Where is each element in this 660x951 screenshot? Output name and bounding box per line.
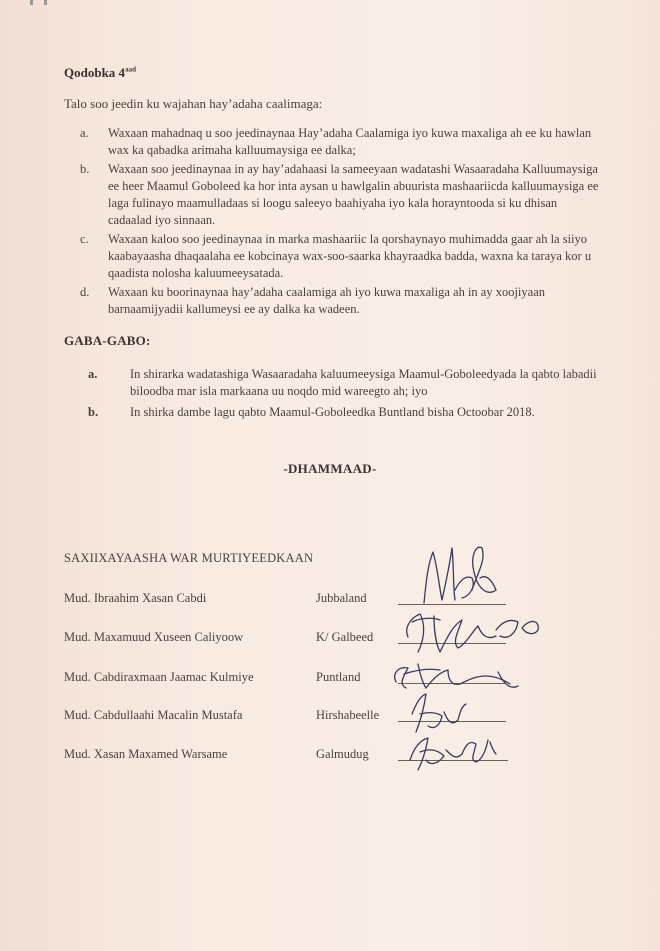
article-heading: Qodobka $4^{aad}$	[64, 65, 136, 80]
item-text: Waxaan ku boorinaynaa hay’adaha caalamiga ah iyo kuwa maxaliga ah in ay xoojiyaan barnaamijyadii kallumeysi ee ay dalka ka wadeen.	[108, 285, 546, 316]
item-label: c.	[80, 232, 89, 246]
heading-superscript: aad	[125, 65, 136, 74]
list-item	[88, 404, 608, 421]
signature-galmudug	[410, 738, 496, 770]
list-item	[88, 366, 608, 400]
list-item	[80, 125, 600, 159]
signatory-name: Mud. Cabdiraxmaan Jaamac Kulmiye	[64, 670, 254, 684]
signature-puntland	[395, 664, 518, 688]
signature-k-galbeed	[407, 614, 539, 652]
signatory-region: Hirshabeelle	[316, 708, 380, 722]
signature-line	[398, 643, 506, 644]
closing-list	[88, 366, 608, 425]
list-item	[80, 161, 600, 229]
signatory-region: K/ Galbeed	[316, 630, 374, 644]
signature-line	[398, 604, 506, 605]
signature-line	[398, 683, 506, 684]
item-text: In shirka dambe lagu qabto Maamul-Goboleedka Buntland bisha Octoobar 2018.	[130, 405, 535, 419]
signature-line	[398, 721, 506, 722]
signatory-region: Galmudug	[316, 747, 369, 761]
end-marker: -DHAMMAAD-	[283, 461, 377, 476]
closing-heading: GABA-GABO:	[64, 333, 151, 348]
article-intro: Talo soo jeedin ku wajahan hay’adaha caalimaga:	[64, 96, 323, 111]
signatory-region: Jubbaland	[316, 591, 367, 605]
item-label: b.	[88, 405, 99, 419]
signatory-region: Puntland	[316, 670, 361, 684]
signatory-name: Mud. Cabdullaahi Macalin Mustafa	[64, 708, 243, 722]
signatory-name: Mud. Maxamuud Xuseen Caliyoow	[64, 630, 244, 644]
item-label: a.	[80, 126, 89, 140]
list-item	[80, 284, 600, 318]
item-text: Waxaan kaloo soo jeedinaynaa in marka mashaariic la qorshaynayo muhimadda gaar ah la siiyo kaabayaasha dhaqaalaha ee kobcinaya wax-soo-saarka khayraadka badda, waxna ka taraya kor u qaadista nolosha kaluumeeysatada.	[108, 232, 592, 280]
item-text: Waxaan soo jeedinaynaa in ay hay’adahaasi la sameeyaan wadatashi Wasaaradaha Kalluumaysiga ee heer Maamul Goboleed ka hor inta aysan u hawlgalin abuurista mashaariicda kalluumaysiga ee laga fulinayo maamulladaas si loogu saleeyo baahiyaha iyo kala horayntooda si ku dhisan cadaalad iyo sinnaan.	[108, 162, 599, 227]
item-text: In shirarka wadatashiga Wasaaradaha kaluumeeysiga Maamul-Goboleedyada la qabto labadii biloodba mar isla markaana uu noqdo mid wareegto ah; iyo	[130, 367, 597, 398]
signatory-name: Mud. Xasan Maxamed Warsame	[64, 747, 228, 761]
edge-marks	[30, 0, 50, 6]
item-label: d.	[80, 285, 90, 299]
signature-hirshabeelle	[412, 694, 466, 732]
signatories-title: SAXIIXAYAASHA WAR MURTIYEEDKAAN	[64, 551, 314, 565]
item-text: Waxaan mahadnaq u soo jeedinaynaa Hay’adaha Caalamiga iyo kuwa maxaliga ah ee ku hawlan wax ka qabadka arimaha kalluumaysiga ee dalka;	[108, 126, 592, 157]
item-label: a.	[88, 367, 98, 381]
item-label: b.	[80, 162, 90, 176]
signatory-name: Mud. Ibraahim Xasan Cabdi	[64, 591, 207, 605]
list-item	[80, 231, 600, 282]
recommendations-list	[80, 125, 600, 320]
signature-line	[398, 760, 508, 761]
signature-jubbaland	[424, 547, 496, 603]
